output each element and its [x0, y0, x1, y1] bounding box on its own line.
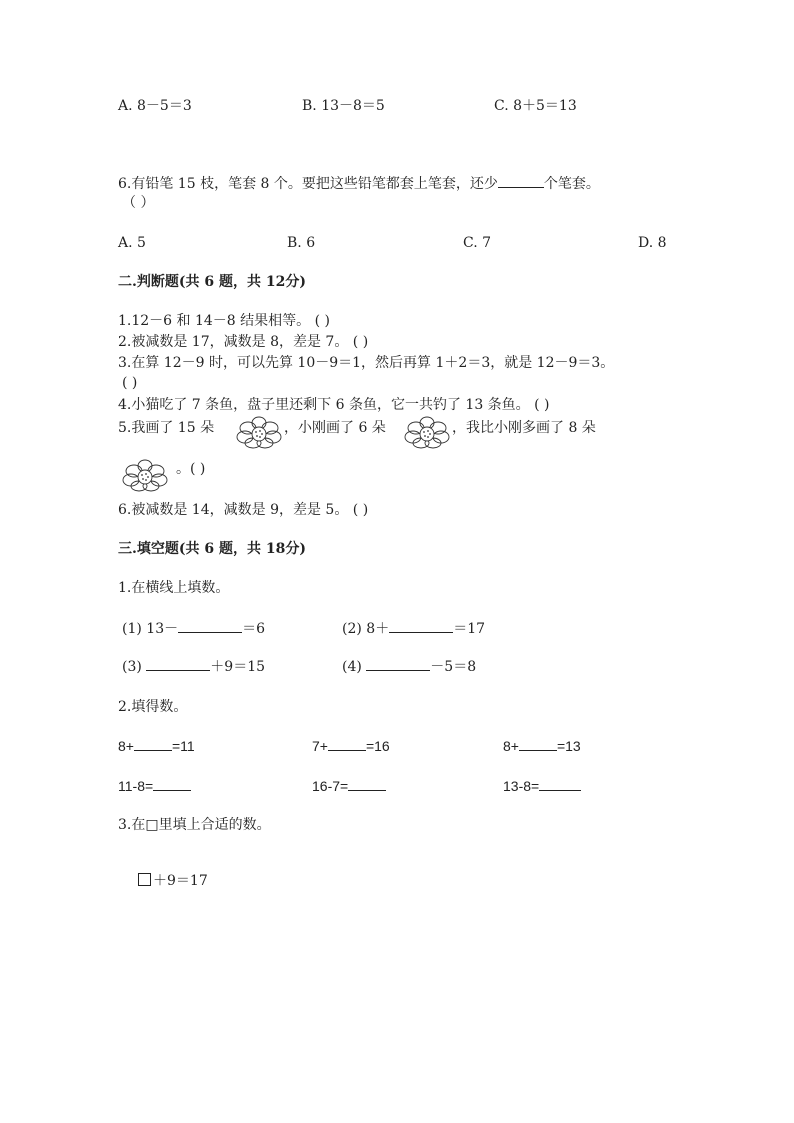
q6-option-b: B. 6 — [287, 235, 316, 251]
s2-item-5-d: 。( ) — [176, 461, 206, 477]
s3-q2-title: 2.填得数。 — [118, 699, 188, 715]
s3-q2-r2c3 — [503, 776, 581, 796]
s2-item-1: 1.12－6 和 14－8 结果相等。 ( ) — [118, 313, 330, 329]
s3-q1-title: 1.在横线上填数。 — [118, 580, 230, 596]
s3-q2-r1c3-suffix: =13 — [556, 738, 581, 754]
s2-item-5-b: ，小刚画了 6 朵 — [284, 420, 386, 436]
s3-q2-r1c3-prefix: 8+ — [503, 738, 519, 754]
s3-q1-p1-prefix: (1) 13－ — [122, 621, 179, 637]
s3-q3-title: 3.在□里填上合适的数。 — [118, 817, 271, 833]
s3-q2-r1c2 — [312, 736, 390, 756]
s2-item-6: 6.被减数是 14，减数是 9，差是 5。 ( ) — [118, 502, 369, 518]
s3-q1-p3-blank[interactable] — [146, 656, 210, 671]
q6-blank[interactable] — [498, 173, 544, 188]
s3-q2-r1c1-blank[interactable] — [134, 736, 172, 751]
s3-q1-p2-prefix: (2) 8＋ — [342, 621, 390, 637]
s3-q1-p2-blank[interactable] — [389, 618, 453, 633]
s3-q1-part2 — [342, 618, 485, 639]
s3-q2-r2c1-blank[interactable] — [153, 776, 191, 791]
s3-q2-r2c2-prefix: 16-7= — [312, 778, 349, 794]
flower-icon — [236, 415, 282, 449]
flower-icon — [122, 458, 168, 492]
q6-text-before: 6.有铅笔 15 枝，笔套 8 个。要把这些铅笔都套上笔套，还少 — [118, 176, 498, 192]
s2-item-4: 4.小猫吃了 7 条鱼，盘子里还剩下 6 条鱼，它一共钓了 13 条鱼。 ( ) — [118, 397, 550, 413]
s3-q1-part1 — [122, 618, 265, 639]
s2-item-5-a: 5.我画了 15 朵 — [118, 420, 215, 436]
s3-q1-p4-prefix: (4) — [342, 659, 367, 675]
s3-q1-part3 — [122, 656, 265, 677]
q6-line — [118, 173, 600, 194]
s3-q1-p2-suffix: ＝17 — [453, 621, 486, 637]
s3-q1-p4-blank[interactable] — [366, 656, 430, 671]
s3-q1-p3-prefix: (3) — [122, 659, 147, 675]
s3-q2-r2c1 — [118, 776, 191, 796]
s3-q2-r2c2 — [312, 776, 386, 796]
q6-option-a: A. 5 — [118, 235, 146, 251]
s3-q2-r1c3-blank[interactable] — [519, 736, 557, 751]
s3-q1-p1-blank[interactable] — [178, 618, 242, 633]
section2-title: 二.判断题(共 6 题，共 12分) — [118, 274, 306, 290]
section3-title: 三.填空题(共 6 题，共 18分) — [118, 541, 306, 557]
s3-q2-r1c1-suffix: =11 — [171, 738, 195, 754]
flower-icon — [404, 415, 450, 449]
s3-q3-equation — [138, 871, 208, 891]
s3-q2-r1c2-blank[interactable] — [328, 736, 366, 751]
s3-q2-r1c1 — [118, 736, 195, 756]
s3-q2-r1c2-suffix: =16 — [365, 738, 390, 754]
q5-option-c: C. 8＋5＝13 — [494, 98, 577, 114]
s3-q2-r2c3-prefix: 13-8= — [503, 778, 540, 794]
s3-q3-eq-text: ＋9＝17 — [153, 873, 208, 889]
q6-option-d: D. 8 — [638, 235, 667, 251]
s3-q2-r1c3 — [503, 736, 581, 756]
q6-paren[interactable]: （ ） — [122, 195, 155, 211]
q6-text-after: 个笔套。 — [543, 176, 600, 192]
s3-q1-p3-suffix: ＋9＝15 — [210, 659, 266, 675]
s2-item-2: 2.被减数是 17，减数是 8，差是 7。 ( ) — [118, 334, 369, 350]
s3-q1-p4-suffix: －5＝8 — [430, 659, 477, 675]
s2-item-3-paren[interactable]: ( ) — [122, 375, 138, 391]
s3-q1-p1-suffix: ＝6 — [242, 621, 266, 637]
square-box[interactable] — [138, 873, 151, 886]
q6-option-c: C. 7 — [463, 235, 492, 251]
s3-q2-r1c2-prefix: 7+ — [312, 738, 328, 754]
s3-q2-r2c2-blank[interactable] — [348, 776, 386, 791]
s3-q2-r1c1-prefix: 8+ — [118, 738, 134, 754]
s3-q1-part4 — [342, 656, 476, 677]
s3-q2-r2c1-prefix: 11-8= — [118, 778, 154, 794]
q5-option-a: A. 8－5＝3 — [118, 98, 192, 114]
s2-item-3: 3.在算 12－9 时，可以先算 10－9＝1，然后再算 1＋2＝3，就是 12－9＝3。 — [118, 355, 615, 371]
q5-option-b: B. 13－8＝5 — [302, 98, 385, 114]
s3-q2-r2c3-blank[interactable] — [539, 776, 581, 791]
s2-item-5-c: ，我比小刚多画了 8 朵 — [452, 420, 596, 436]
